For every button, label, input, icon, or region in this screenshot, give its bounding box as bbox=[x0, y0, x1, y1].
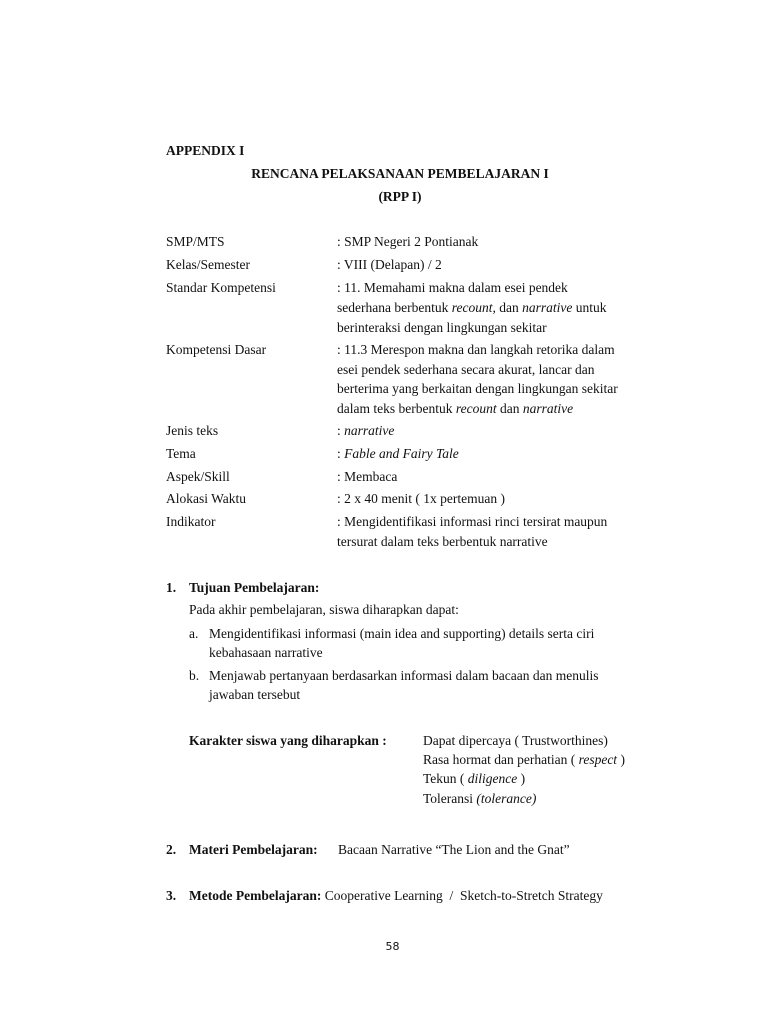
basic-line-1: : 11.3 Merespon makna dan langkah retorika dalam bbox=[337, 342, 615, 357]
section-3-title: Metode Pembelajaran: bbox=[189, 888, 322, 903]
section-1-intro: Pada akhir pembelajaran, siswa diharapkan dapat: bbox=[189, 602, 459, 617]
basic-line-2: esei pendek sederhana secara akurat, lancar dan bbox=[337, 362, 595, 377]
time-value: : 2 x 40 menit ( 1x pertemuan ) bbox=[337, 491, 505, 506]
character-3: Tekun ( diligence ) bbox=[423, 771, 526, 786]
school-value: : SMP Negeri 2 Pontianak bbox=[337, 234, 479, 249]
standard-line-1: : 11. Memahami makna dalam esei pendek bbox=[337, 280, 568, 295]
indicator-label: Indikator bbox=[166, 514, 216, 529]
section-3-value: Cooperative Learning / Sketch-to-Stretch Strategy bbox=[321, 888, 603, 903]
objective-a-line-1: Mengidentifikasi informasi (main idea and supporting) details serta ciri bbox=[209, 626, 595, 641]
appendix-heading: APPENDIX I bbox=[166, 143, 245, 158]
basic-line-4: dalam teks berbentuk recount dan narrative bbox=[337, 401, 574, 416]
objective-a-line-2: kebahasaan narrative bbox=[209, 645, 323, 660]
page-number: 58 bbox=[385, 940, 400, 953]
skill-value: : Membaca bbox=[337, 469, 398, 484]
section-3-number: 3. bbox=[166, 888, 177, 903]
indicator-line-2: tersurat dalam teks berbentuk narrative bbox=[337, 534, 548, 549]
character-1: Dapat dipercaya ( Trustworthines) bbox=[423, 733, 608, 748]
section-3-line bbox=[189, 886, 603, 906]
character-label: Karakter siswa yang diharapkan : bbox=[189, 733, 387, 748]
document-subtitle: (RPP I) bbox=[378, 189, 422, 204]
objective-b-marker: b. bbox=[189, 668, 200, 683]
time-label: Alokasi Waktu bbox=[166, 491, 247, 506]
text-type-label: Jenis teks bbox=[166, 423, 219, 438]
school-label: SMP/MTS bbox=[166, 234, 225, 249]
class-value: : VIII (Delapan) / 2 bbox=[337, 257, 442, 272]
section-1-title: Tujuan Pembelajaran: bbox=[189, 580, 320, 595]
character-2: Rasa hormat dan perhatian ( respect ) bbox=[423, 752, 625, 767]
character-4: Toleransi (tolerance) bbox=[423, 791, 537, 806]
document-title: RENCANA PELAKSANAAN PEMBELAJARAN I bbox=[251, 166, 549, 181]
basic-label: Kompetensi Dasar bbox=[166, 342, 267, 357]
objective-b-line-2: jawaban tersebut bbox=[209, 687, 301, 702]
skill-label: Aspek/Skill bbox=[166, 469, 230, 484]
section-1-number: 1. bbox=[166, 580, 177, 595]
theme-value: : Fable and Fairy Tale bbox=[337, 446, 459, 461]
standard-line-3: berinteraksi dengan lingkungan sekitar bbox=[337, 320, 547, 335]
standard-line-2: sederhana berbentuk recount, dan narrative untuk bbox=[337, 300, 607, 315]
theme-label: Tema bbox=[166, 446, 196, 461]
objective-b-line-1: Menjawab pertanyaan berdasarkan informasi dalam bacaan dan menulis bbox=[209, 668, 599, 683]
section-2-number: 2. bbox=[166, 842, 177, 857]
section-2-value: Bacaan Narrative “The Lion and the Gnat” bbox=[338, 842, 570, 857]
standard-label: Standar Kompetensi bbox=[166, 280, 276, 295]
class-label: Kelas/Semester bbox=[166, 257, 250, 272]
objective-a-marker: a. bbox=[189, 626, 199, 641]
section-2-title: Materi Pembelajaran: bbox=[189, 842, 318, 857]
text-type-value: : narrative bbox=[337, 423, 395, 438]
indicator-line-1: : Mengidentifikasi informasi rinci tersirat maupun bbox=[337, 514, 608, 529]
basic-line-3: berterima yang berkaitan dengan lingkungan sekitar bbox=[337, 381, 618, 396]
